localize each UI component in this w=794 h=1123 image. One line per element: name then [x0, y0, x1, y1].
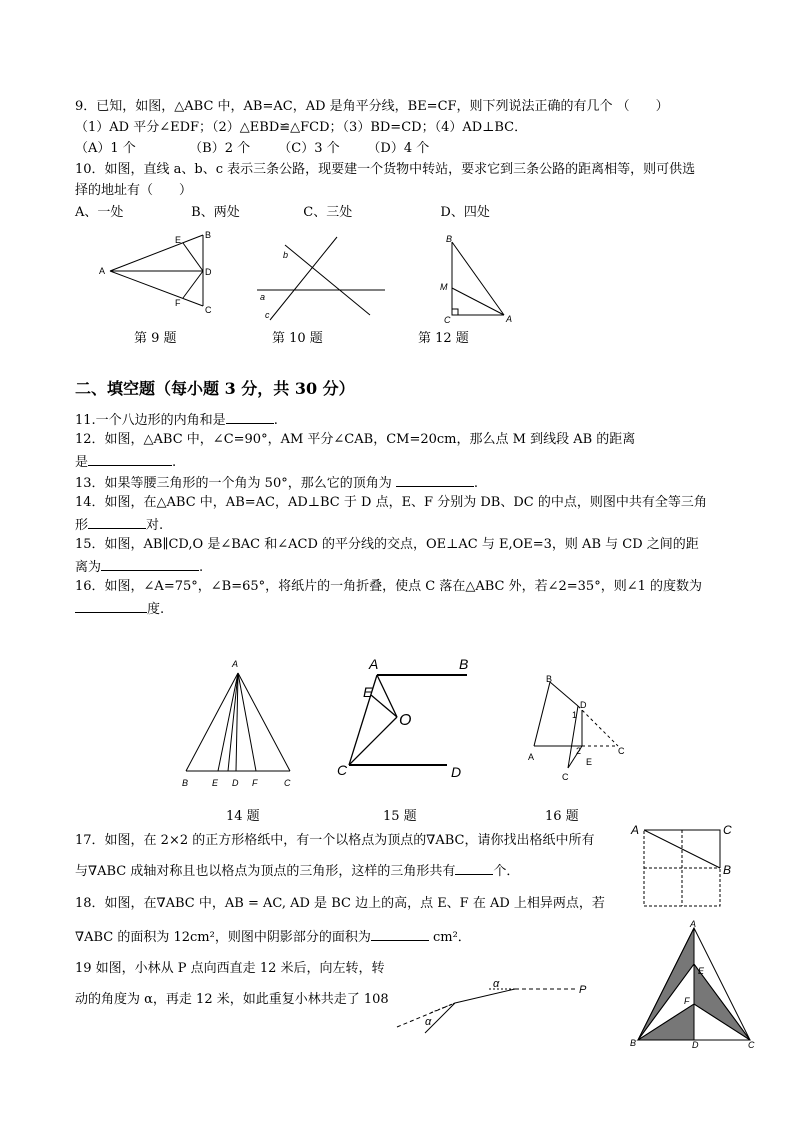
q9-stem: 9．已知，如图，△ABC 中，AB=AC，AD 是角平分线，BE=CF，则下列说法正确的有几个 （ ）: [75, 99, 669, 114]
fig15-caption: 15 题: [383, 809, 417, 824]
q11-end: .: [273, 413, 278, 428]
fig10-label: a: [260, 292, 266, 302]
fig15-label: D: [451, 764, 462, 780]
q19-line2: 动的角度为 α，再走 12 米，如此重复小林共走了 108: [75, 992, 389, 1007]
q16-end: 度.: [147, 602, 165, 617]
q12-prefix: 是: [75, 455, 89, 470]
fig16-label: E: [586, 757, 593, 767]
fig9-label: F: [175, 298, 181, 308]
fig14-label: C: [284, 778, 291, 788]
fig15-label: E: [363, 684, 373, 700]
q11-text: 11.一个八边形的内角和是: [75, 413, 226, 428]
q18-line1: 18．如图，在∇ABC 中，AB = AC, AD 是 BC 边上的高，点 E、F 在 AD 上相异两点，若: [75, 896, 605, 911]
figure-15: [335, 655, 475, 785]
answer-blank[interactable]: [226, 410, 274, 424]
fig19-label: α: [425, 1016, 432, 1028]
q12-line2: [75, 452, 176, 472]
answer-blank[interactable]: [88, 515, 146, 529]
fig9-label: C: [205, 305, 212, 315]
answer-blank[interactable]: [396, 473, 474, 487]
fig15-label: B: [459, 656, 469, 672]
fig10-caption: 第 10 题: [272, 331, 323, 346]
fig16-label: C: [562, 772, 569, 782]
q16-line2: [75, 599, 164, 619]
figure-17: [628, 822, 738, 912]
fig15-label: O: [399, 712, 412, 729]
answer-blank[interactable]: [371, 927, 429, 941]
fig12-caption: 第 12 题: [418, 331, 469, 346]
q19-line1: 19 如图，小林从 P 点向西直走 12 米后，向左转，转: [75, 961, 385, 976]
fig16-caption: 16 题: [545, 809, 579, 824]
q10-option-a: A、一处: [75, 205, 124, 220]
fig16-label: D: [580, 700, 587, 710]
q11: [75, 410, 278, 430]
answer-blank[interactable]: [101, 557, 199, 571]
figure-14: [180, 655, 300, 795]
q18-line2: [75, 927, 471, 947]
fig18-label: F: [684, 996, 690, 1006]
fig18-label: C: [748, 1040, 755, 1050]
figure-10: [255, 230, 390, 325]
q14-end: 对.: [146, 518, 164, 533]
fig12-label: B: [446, 234, 453, 244]
fig14-label: A: [232, 659, 239, 669]
q9-option-a: （A）1 个: [75, 141, 136, 156]
q13-text: 13．如果等腰三角形的一个角为 50°，那么它的顶角为: [75, 476, 392, 491]
fig9-label: B: [205, 230, 212, 240]
q9-option-c: （C）3 个: [278, 141, 340, 156]
fig12-label: A: [506, 314, 513, 324]
q15-line2: [75, 557, 203, 577]
answer-blank[interactable]: [88, 452, 172, 466]
fig14-label: D: [232, 778, 239, 788]
answer-blank[interactable]: [455, 861, 493, 875]
q15-line1: 15．如图，AB∥CD,O 是∠BAC 和∠ACD 的平分线的交点，OE⊥AC 与 E,OE=3，则 AB 与 CD 之间的距: [75, 537, 699, 552]
q10-option-c: C、三处: [303, 205, 353, 220]
q17-end: 个．: [493, 864, 520, 879]
q17-prefix: 与∇ABC 成轴对称且也以格点为顶点的三角形，这样的三角形共有: [75, 864, 456, 879]
fig15-label: C: [337, 762, 348, 778]
fig9-label: A: [99, 266, 106, 276]
q9-option-b: （B）2 个: [189, 141, 251, 156]
fig9-caption: 第 9 题: [134, 331, 177, 346]
fig16-label: B: [546, 674, 553, 684]
fig18-label: D: [692, 1040, 699, 1050]
fig10-label: b: [283, 250, 289, 260]
q9-options: [75, 140, 429, 158]
fig17-label: B: [723, 863, 732, 877]
q15-prefix: 离为: [75, 560, 102, 575]
fig12-label: M: [440, 282, 448, 292]
fig16-label: C: [618, 746, 625, 756]
fig14-label: E: [212, 778, 219, 788]
fig15-label: A: [369, 656, 379, 672]
figure-12: [438, 230, 518, 325]
fig19-label: P: [579, 984, 587, 996]
fig16-label: 2: [576, 746, 582, 756]
fig17-label: C: [723, 823, 732, 837]
q9-option-d: （D）4 个: [367, 141, 430, 156]
q18-end: cm²．: [432, 930, 471, 945]
q10-options: [75, 204, 490, 222]
fig18-label: B: [630, 1038, 637, 1048]
fig14-label: F: [252, 778, 258, 788]
q14-line1: 14．如图，在△ABC 中，AB=AC，AD⊥BC 于 D 点，E、F 分别为 DB、DC 的中点，则图中共有全等三角: [75, 495, 707, 510]
figure-18: [628, 920, 758, 1050]
q10-option-b: B、两处: [191, 205, 240, 220]
fig9-label: D: [205, 267, 212, 277]
fig10-label: c: [265, 310, 270, 320]
fig18-label: A: [690, 919, 697, 929]
fig18-label: E: [698, 966, 705, 976]
q17-line2: [75, 861, 519, 881]
q9-statements: （1）AD 平分∠EDF；（2）△EBD≌△FCD；（3）BD=CD；（4）AD⊥BC．: [75, 120, 528, 135]
fig14-caption: 14 题: [226, 809, 260, 824]
fig17-label: A: [631, 823, 640, 837]
fig19-label: α: [493, 978, 500, 990]
q17-line1: 17．如图，在 2×2 的正方形格纸中，有一个以格点为顶点的∇ABC，请你找出格纸中所有: [75, 833, 595, 848]
q10-stem-line1: 10．如图，直线 a、b、c 表示三条公路，现要建一个货物中转站，要求它到三条公路的距离相等，则可供选: [75, 162, 696, 177]
q14-line2: [75, 515, 163, 535]
answer-blank[interactable]: [75, 599, 147, 613]
q12-end: .: [172, 455, 177, 470]
q13-end: .: [473, 476, 478, 491]
fig12-label: C: [444, 315, 451, 325]
figure-16: [520, 670, 630, 785]
section-heading: 二、填空题（每小题 3 分，共 30 分）: [75, 379, 355, 398]
fig9-label: E: [175, 235, 182, 245]
q10-stem-line2: 择的地址有（ ）: [75, 183, 193, 198]
q12-line1: 12．如图，△ABC 中，∠C=90°，AM 平分∠CAB，CM=20cm，那么点 M 到线段 AB 的距离: [75, 432, 636, 447]
q16-line1: 16．如图，∠A=75°，∠B=65°，将纸片的一角折叠，使点 C 落在△ABC 外，若∠2=35°，则∠1 的度数为: [75, 579, 703, 594]
q15-end: .: [199, 560, 204, 575]
q14-prefix: 形: [75, 518, 89, 533]
q18-prefix: ∇ABC 的面积为 12cm²，则图中阴影部分的面积为: [75, 930, 371, 945]
figure-19: [395, 975, 600, 1045]
fig16-label: 1: [572, 710, 578, 720]
figure-9: [95, 228, 225, 318]
fig14-label: B: [182, 778, 189, 788]
q13: [75, 473, 478, 493]
fig16-label: A: [528, 752, 535, 762]
q10-option-d: D、四处: [440, 205, 490, 220]
